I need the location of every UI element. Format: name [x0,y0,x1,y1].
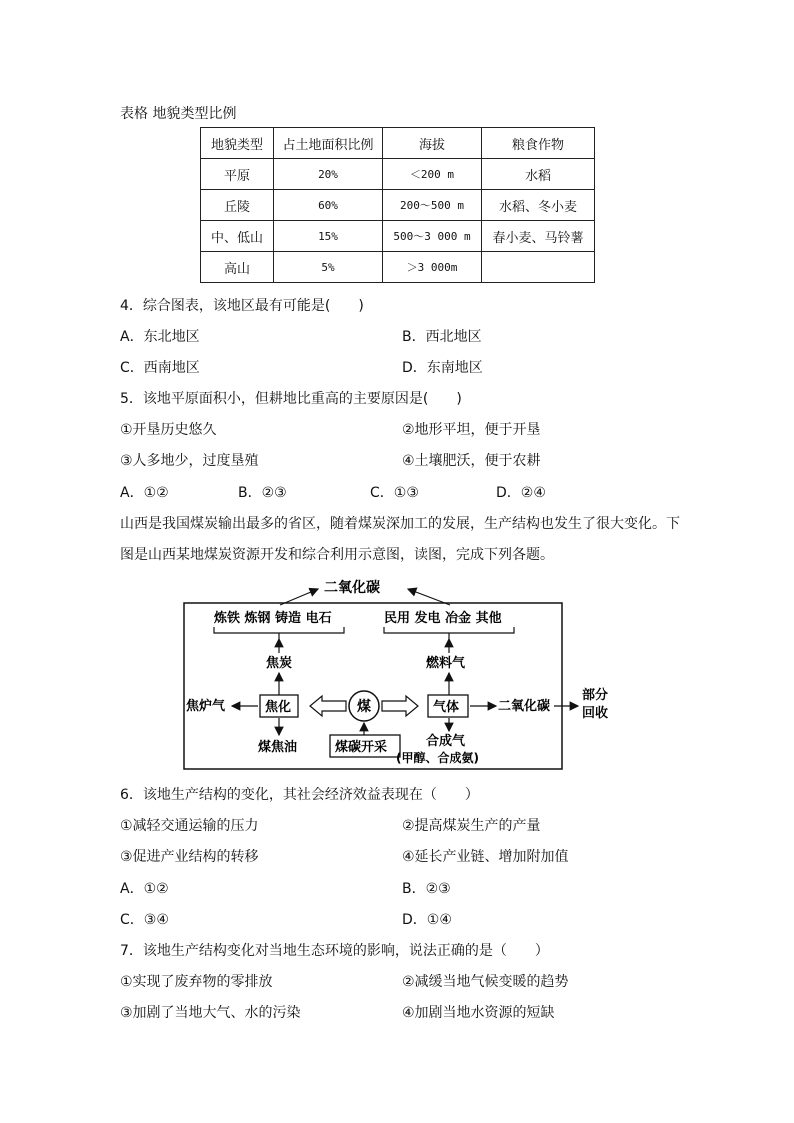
q7-item-3: ③加剧了当地大气、水的污染 [120,1005,301,1021]
hollow-arrow-right [382,696,418,716]
table-cell: 200～500 m [383,190,482,221]
table-header: 地貌类型 [201,128,274,159]
table-row [201,190,595,221]
co2-top-label: 二氧化碳 [324,580,380,596]
table-cell: 平原 [201,159,274,190]
q5-option-d[interactable]: D．②④ [496,485,546,501]
coke-gas-label: 焦炉气 [186,699,226,714]
gas-label: 气体 [433,700,460,715]
table-header-row [201,128,595,159]
q7-item-2: ②减缓当地气候变暖的趋势 [402,974,569,990]
left-brace [214,627,344,639]
q6-item-4: ④延长产业链、增加附加值 [402,849,569,865]
right-brace [384,627,514,639]
q6-item-2: ②提高煤炭生产的产量 [402,818,541,834]
coking-label: 焦化 [265,700,292,715]
q5-item-4: ④土壤肥沃，便于农耕 [402,453,541,469]
q7-item-1: ①实现了废弃物的零排放 [120,974,273,990]
syngas-label: 合成气 [426,734,466,749]
q6-option-c[interactable]: C．③④ [120,912,169,928]
table-cell: 5% [274,252,383,283]
q6-option-d[interactable]: D．①④ [402,912,452,928]
table-cell: 春小麦、马铃薯 [482,221,595,252]
table-cell [482,252,595,283]
q7-item-4: ④加剧当地水资源的短缺 [402,1005,555,1021]
q5-item-2: ②地形平坦，便于开垦 [402,422,541,438]
q6-item-1: ①减轻交通运输的压力 [120,818,259,834]
table-row [201,159,595,190]
partial-label: 部分 [582,688,609,703]
table-caption: 表格 地貌类型比例 [120,106,237,122]
table-cell: 500～3 000 m [383,221,482,252]
table-cell: ＞3 000m [383,252,482,283]
table-cell: 15% [274,221,383,252]
coke-label: 焦炭 [266,656,293,671]
q5-option-b[interactable]: B．②③ [238,485,287,501]
q5-item-1: ①开垦历史悠久 [120,422,217,438]
q5-item-3: ③人多地少，过度垦殖 [120,453,259,469]
q7-stem: 7．该地生产结构变化对当地生态环境的影响，说法正确的是（ ） [120,943,549,959]
right-uses-label: 民用 发电 冶金 其他 [384,611,502,626]
table-row [201,252,595,283]
q4-option-d[interactable]: D．东南地区 [402,360,483,376]
q4-option-a[interactable]: A．东北地区 [120,329,200,345]
q6-item-3: ③促进产业结构的转移 [120,849,259,865]
mining-label: 煤碳开采 [335,740,388,755]
intro-line-2: 图是山西某地煤炭资源开发和综合利用示意图，读图，完成下列各题。 [120,547,554,563]
q5-option-a[interactable]: A．①② [120,485,169,501]
table-cell: 水稻 [482,159,595,190]
table-cell: 20% [274,159,383,190]
coal-diagram [180,575,620,775]
table-cell: ＜200 m [383,159,482,190]
co2-right-label: 二氧化碳 [498,699,551,714]
table-cell: 丘陵 [201,190,274,221]
table-cell: 60% [274,190,383,221]
q5-option-c[interactable]: C．①③ [370,485,419,501]
landform-table [200,127,595,283]
hollow-arrow-left [310,696,346,716]
intro-line-1: 山西是我国煤炭输出最多的省区，随着煤炭深加工的发展，生产结构也发生了很大变化。下 [120,516,680,532]
q6-option-a[interactable]: A．①② [120,881,169,897]
q4-option-b[interactable]: B．西北地区 [402,329,482,345]
table-cell: 高山 [201,252,274,283]
q6-stem: 6．该地生产结构的变化，其社会经济效益表现在（ ） [120,787,479,803]
q6-option-b[interactable]: B．②③ [402,881,451,897]
table-row [201,221,595,252]
table-header: 海拔 [383,128,482,159]
q5-stem: 5．该地平原面积小，但耕地比重高的主要原因是( ) [120,391,462,407]
tar-label: 煤焦油 [258,740,298,755]
table-header: 粮食作物 [482,128,595,159]
table-header: 占土地面积比例 [274,128,383,159]
left-uses-label: 炼铁 炼钢 铸造 电石 [214,611,332,626]
q4-option-c[interactable]: C．西南地区 [120,360,200,376]
coal-label: 煤 [357,699,371,715]
fuel-gas-label: 燃料气 [426,656,466,671]
recover-label: 回收 [582,706,609,721]
table-cell: 中、低山 [201,221,274,252]
table-cell: 水稻、冬小麦 [482,190,595,221]
q4-stem: 4．综合图表，该地区最有可能是( ) [120,298,364,314]
syngas-sub-label: (甲醇、合成氨) [396,751,479,765]
